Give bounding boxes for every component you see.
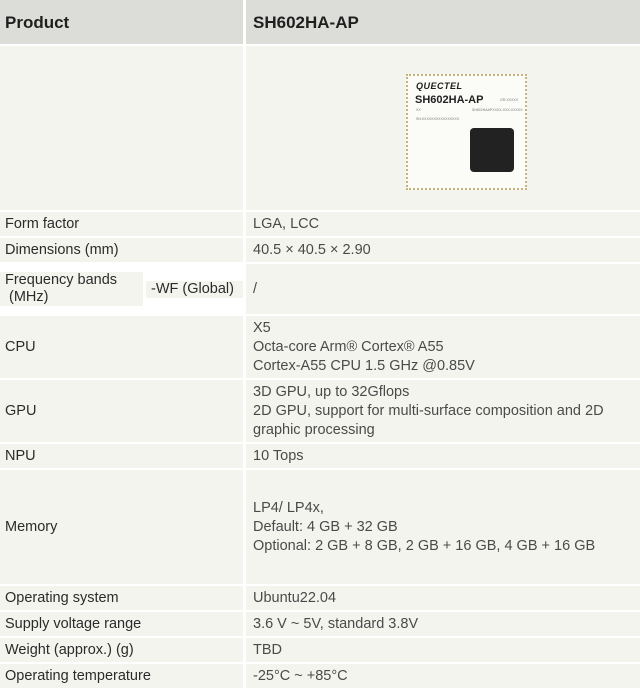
gpu-value [246, 380, 640, 442]
weight-label: Weight (approx.) (g) [0, 638, 243, 662]
temperature-value: -25°C ~ +85°C [246, 664, 640, 688]
cpu-value [246, 316, 640, 378]
memory-line: LP4/ LP4x, [253, 499, 324, 516]
frequency-value: / [246, 264, 640, 314]
module-model-name: SH602HA-AP [415, 94, 484, 106]
npu-value: 10 Tops [246, 444, 640, 468]
module-image [406, 74, 527, 190]
brand-logo: QUECTEL [416, 81, 463, 91]
frequency-label [0, 272, 143, 306]
cpu-line: X5 [253, 319, 271, 336]
cpu-line: Octa-core Arm® Cortex® A55 [253, 338, 444, 355]
gpu-line: 2D GPU, support for multi-surface composition and 2D [253, 402, 604, 419]
os-value: Ubuntu22.04 [246, 586, 640, 610]
fine-print: SH602HAAPXXXX-XXX-XXXXX [472, 108, 523, 112]
memory-value [246, 470, 640, 584]
frequency-label-group [0, 264, 243, 314]
frequency-variant: -WF (Global) [146, 281, 243, 298]
form-factor-label: Form factor [0, 212, 243, 236]
header-product-name: SH602HA-AP [246, 0, 640, 44]
gpu-label: GPU [0, 380, 243, 442]
image-row-label [0, 46, 243, 210]
gpu-line: graphic processing [253, 421, 375, 438]
memory-label: Memory [0, 470, 243, 584]
voltage-value: 3.6 V ~ 5V, standard 3.8V [246, 612, 640, 636]
gpu-line: 3D GPU, up to 32Gflops [253, 383, 410, 400]
temperature-label: Operating temperature [0, 664, 243, 688]
cpu-line: Cortex-A55 CPU 1.5 GHz @0.85V [253, 357, 475, 374]
header-label: Product [0, 0, 243, 44]
dimensions-value: 40.5 × 40.5 × 2.90 [246, 238, 640, 262]
npu-label: NPU [0, 444, 243, 468]
frequency-label-line1: Frequency bands [5, 272, 118, 288]
os-label: Operating system [0, 586, 243, 610]
form-factor-value: LGA, LCC [246, 212, 640, 236]
dimensions-label: Dimensions (mm) [0, 238, 243, 262]
memory-line: Optional: 2 GB + 8 GB, 2 GB + 16 GB, 4 GB + 16 GB [253, 537, 596, 554]
fine-print: XX [416, 108, 421, 112]
memory-line: Default: 4 GB + 32 GB [253, 518, 398, 535]
voltage-label: Supply voltage range [0, 612, 243, 636]
fine-print: GR-XXXXX [500, 98, 519, 102]
chip-die [470, 128, 514, 172]
cpu-label: CPU [0, 316, 243, 378]
weight-value: TBD [246, 638, 640, 662]
fine-print: SN:XXXXXXXXXXXXXXXX [416, 117, 460, 121]
frequency-label-line2: (MHz) [5, 289, 49, 305]
